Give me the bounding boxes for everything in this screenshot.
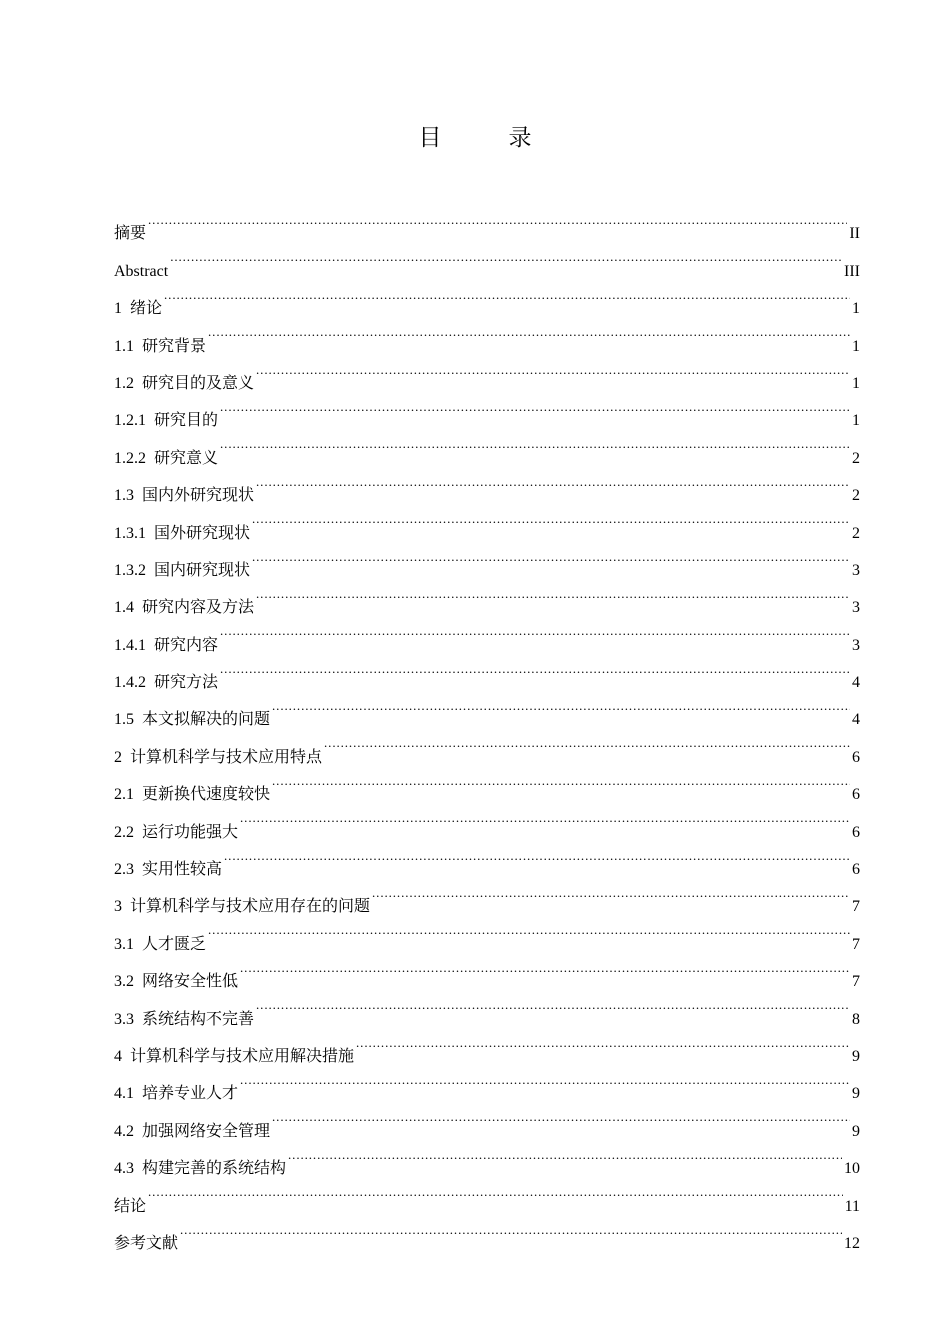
- toc-dot-leader: [256, 575, 850, 612]
- toc-entry-number: 1.1: [114, 337, 134, 355]
- toc-entry-label: [114, 327, 206, 365]
- toc-dot-leader: [208, 313, 850, 350]
- toc-entry-page-number: 6: [852, 786, 860, 804]
- toc-entry-label: [114, 1112, 270, 1150]
- toc-entry-title: 培养专业人才: [142, 1083, 239, 1103]
- toc-entry-page-number: 1: [852, 412, 860, 430]
- toc-entry-number: 1.4.2: [114, 674, 146, 692]
- toc-entry-label: [114, 476, 254, 514]
- toc-entry-page-number: 2: [852, 449, 860, 467]
- toc-dot-leader: [208, 911, 850, 948]
- toc-entry-label: [114, 1000, 254, 1038]
- toc-entry-number: 4.3: [114, 1160, 134, 1178]
- toc-entry-number: 1.3.2: [114, 561, 146, 579]
- toc-entry-label: [114, 850, 222, 888]
- toc-dot-leader: [372, 874, 850, 911]
- toc-entry-title: 研究背景: [142, 335, 207, 355]
- toc-entry-title: 构建完善的系统结构: [142, 1158, 287, 1178]
- toc-entry-number: 2.1: [114, 786, 134, 804]
- toc-entry-page-number: 3: [852, 636, 860, 654]
- toc-entry-number: 3.2: [114, 973, 134, 991]
- toc-dot-leader: [288, 1136, 842, 1173]
- toc-entry-title: 参考文献: [114, 1232, 179, 1252]
- toc-entry[interactable]: [114, 687, 860, 729]
- toc-entry-label: [114, 700, 270, 738]
- toc-entry-label: [114, 289, 162, 327]
- toc-entry-label: [114, 514, 250, 552]
- table-of-contents: [114, 201, 860, 1252]
- toc-entry-number: 1.4: [114, 599, 134, 617]
- toc-dot-leader: [148, 201, 847, 238]
- toc-entry-number: 2: [114, 748, 122, 766]
- toc-entry-page-number: 3: [852, 561, 860, 579]
- toc-entry-page-number: 10: [844, 1160, 860, 1178]
- toc-entry-page-number: 9: [852, 1122, 860, 1140]
- toc-entry-page-number: 1: [852, 337, 860, 355]
- toc-entry[interactable]: [114, 238, 860, 280]
- toc-entry-number: 1.3: [114, 487, 134, 505]
- toc-entry-number: 3: [114, 898, 122, 916]
- toc-entry-label: [114, 214, 146, 251]
- toc-entry-page-number: 7: [852, 898, 860, 916]
- toc-entry-label: [114, 252, 168, 290]
- toc-entry[interactable]: [114, 911, 860, 953]
- toc-entry-label: [114, 925, 206, 963]
- toc-entry[interactable]: [114, 425, 860, 467]
- toc-entry-label: [114, 1074, 238, 1112]
- page-title: 目 录: [418, 125, 554, 151]
- toc-entry-label: [114, 439, 218, 477]
- toc-entry[interactable]: [114, 313, 860, 355]
- toc-entry-page-number: 6: [852, 823, 860, 841]
- toc-entry-page-number: 2: [852, 524, 860, 542]
- toc-entry-page-number: 1: [852, 300, 860, 318]
- toc-entry-title: 更新换代速度较快: [142, 784, 271, 804]
- toc-entry-title: 运行功能强大: [142, 821, 239, 841]
- toc-entry-page-number: 8: [852, 1010, 860, 1028]
- toc-dot-leader: [256, 463, 850, 500]
- toc-entry-title: 计算机科学与技术应用特点: [130, 746, 323, 766]
- toc-entry[interactable]: [114, 276, 860, 318]
- toc-entry-title: 国内外研究现状: [142, 485, 255, 505]
- toc-entry-title: 研究内容及方法: [142, 597, 255, 617]
- toc-entry-title: 摘要: [114, 223, 147, 243]
- toc-entry[interactable]: [114, 201, 860, 243]
- toc-entry[interactable]: [114, 874, 860, 916]
- toc-entry-number: 4.2: [114, 1122, 134, 1140]
- toc-entry-title: 国外研究现状: [154, 522, 251, 542]
- toc-dot-leader: [240, 1061, 850, 1098]
- toc-entry-label: [114, 1187, 146, 1224]
- toc-dot-leader: [324, 724, 850, 761]
- toc-dot-leader: [224, 837, 850, 874]
- toc-entry-title: 计算机科学与技术应用解决措施: [130, 1045, 355, 1065]
- toc-entry[interactable]: [114, 1173, 860, 1215]
- toc-entry-page-number: 12: [844, 1234, 860, 1252]
- toc-dot-leader: [170, 238, 842, 275]
- toc-entry-number: 4: [114, 1047, 122, 1065]
- toc-entry-title: 加强网络安全管理: [142, 1120, 271, 1140]
- toc-entry[interactable]: [114, 650, 860, 692]
- toc-entry-label: [114, 551, 250, 589]
- toc-entry-title: 研究意义: [154, 447, 219, 467]
- toc-entry-label: [114, 626, 218, 664]
- toc-entry-title: Abstract: [114, 262, 169, 280]
- toc-entry-title: 计算机科学与技术应用存在的问题: [130, 896, 371, 916]
- toc-entry-title: 系统结构不完善: [142, 1008, 255, 1028]
- toc-entry-page-number: 11: [844, 1197, 860, 1215]
- toc-entry-page-number: II: [849, 225, 860, 243]
- toc-dot-leader: [240, 949, 850, 986]
- toc-entry-title: 人才匮乏: [142, 933, 207, 953]
- toc-entry-title: 网络安全性低: [142, 971, 239, 991]
- toc-entry-page-number: 7: [852, 935, 860, 953]
- toc-entry-number: 1.2.1: [114, 412, 146, 430]
- toc-entry[interactable]: [114, 388, 860, 430]
- toc-entry-number: 1.3.1: [114, 524, 146, 542]
- toc-entry-label: [114, 813, 238, 851]
- toc-entry-number: 1.2.2: [114, 449, 146, 467]
- toc-entry[interactable]: [114, 351, 860, 392]
- toc-entry-title: 研究内容: [154, 634, 219, 654]
- toc-dot-leader: [164, 276, 850, 313]
- toc-dot-leader: [240, 799, 850, 836]
- toc-entry[interactable]: [114, 612, 860, 654]
- toc-entry-page-number: 3: [852, 599, 860, 617]
- toc-dot-leader: [356, 1024, 850, 1061]
- toc-entry-page-number: 6: [852, 748, 860, 766]
- toc-entry-title: 国内研究现状: [154, 559, 251, 579]
- toc-entry-label: [114, 962, 238, 1000]
- toc-entry-page-number: 4: [852, 711, 860, 729]
- toc-entry-page-number: 7: [852, 973, 860, 991]
- toc-entry-title: 实用性较高: [142, 859, 223, 879]
- toc-entry-number: 1.2: [114, 374, 134, 392]
- toc-entry[interactable]: [114, 949, 860, 991]
- toc-dot-leader: [256, 351, 850, 388]
- toc-dot-leader: [220, 612, 850, 649]
- toc-entry-page-number: 9: [852, 1047, 860, 1065]
- toc-entry-number: 1.5: [114, 711, 134, 729]
- toc-entry[interactable]: [114, 1211, 860, 1252]
- toc-entry-number: 2.2: [114, 823, 134, 841]
- toc-entry-label: [114, 663, 218, 701]
- toc-entry-number: 3.1: [114, 935, 134, 953]
- toc-dot-leader: [220, 388, 850, 425]
- toc-entry-page-number: 9: [852, 1085, 860, 1103]
- toc-entry-number: 3.3: [114, 1010, 134, 1028]
- toc-entry-number: 4.1: [114, 1085, 134, 1103]
- toc-dot-leader: [180, 1211, 842, 1248]
- toc-dot-leader: [252, 500, 850, 537]
- toc-entry-page-number: 6: [852, 861, 860, 879]
- toc-entry-title: 绪论: [130, 298, 163, 318]
- toc-dot-leader: [272, 687, 850, 724]
- toc-entry[interactable]: [114, 837, 860, 879]
- toc-dot-leader: [256, 986, 850, 1023]
- toc-entry-title: 结论: [114, 1195, 147, 1215]
- toc-entry-page-number: 2: [852, 487, 860, 505]
- toc-entry-title: 研究目的及意义: [142, 372, 255, 392]
- toc-dot-leader: [272, 762, 850, 799]
- toc-entry-number: 2.3: [114, 861, 134, 879]
- toc-entry-title: 本文拟解决的问题: [142, 709, 271, 729]
- toc-entry-page-number: 1: [852, 374, 860, 392]
- toc-entry[interactable]: [114, 463, 860, 505]
- toc-dot-leader: [272, 1098, 850, 1135]
- toc-entry-number: 1.4.1: [114, 636, 146, 654]
- toc-dot-leader: [220, 425, 850, 462]
- toc-entry-number: 1: [114, 300, 122, 318]
- toc-dot-leader: [220, 650, 850, 687]
- toc-entry-label: [114, 1224, 178, 1261]
- toc-entry-page-number: III: [844, 262, 860, 280]
- toc-entry-label: [114, 401, 218, 439]
- toc-dot-leader: [252, 538, 850, 575]
- toc-dot-leader: [148, 1173, 843, 1210]
- toc-entry-page-number: 4: [852, 674, 860, 692]
- toc-entry-title: 研究目的: [154, 410, 219, 430]
- toc-entry-title: 研究方法: [154, 672, 219, 692]
